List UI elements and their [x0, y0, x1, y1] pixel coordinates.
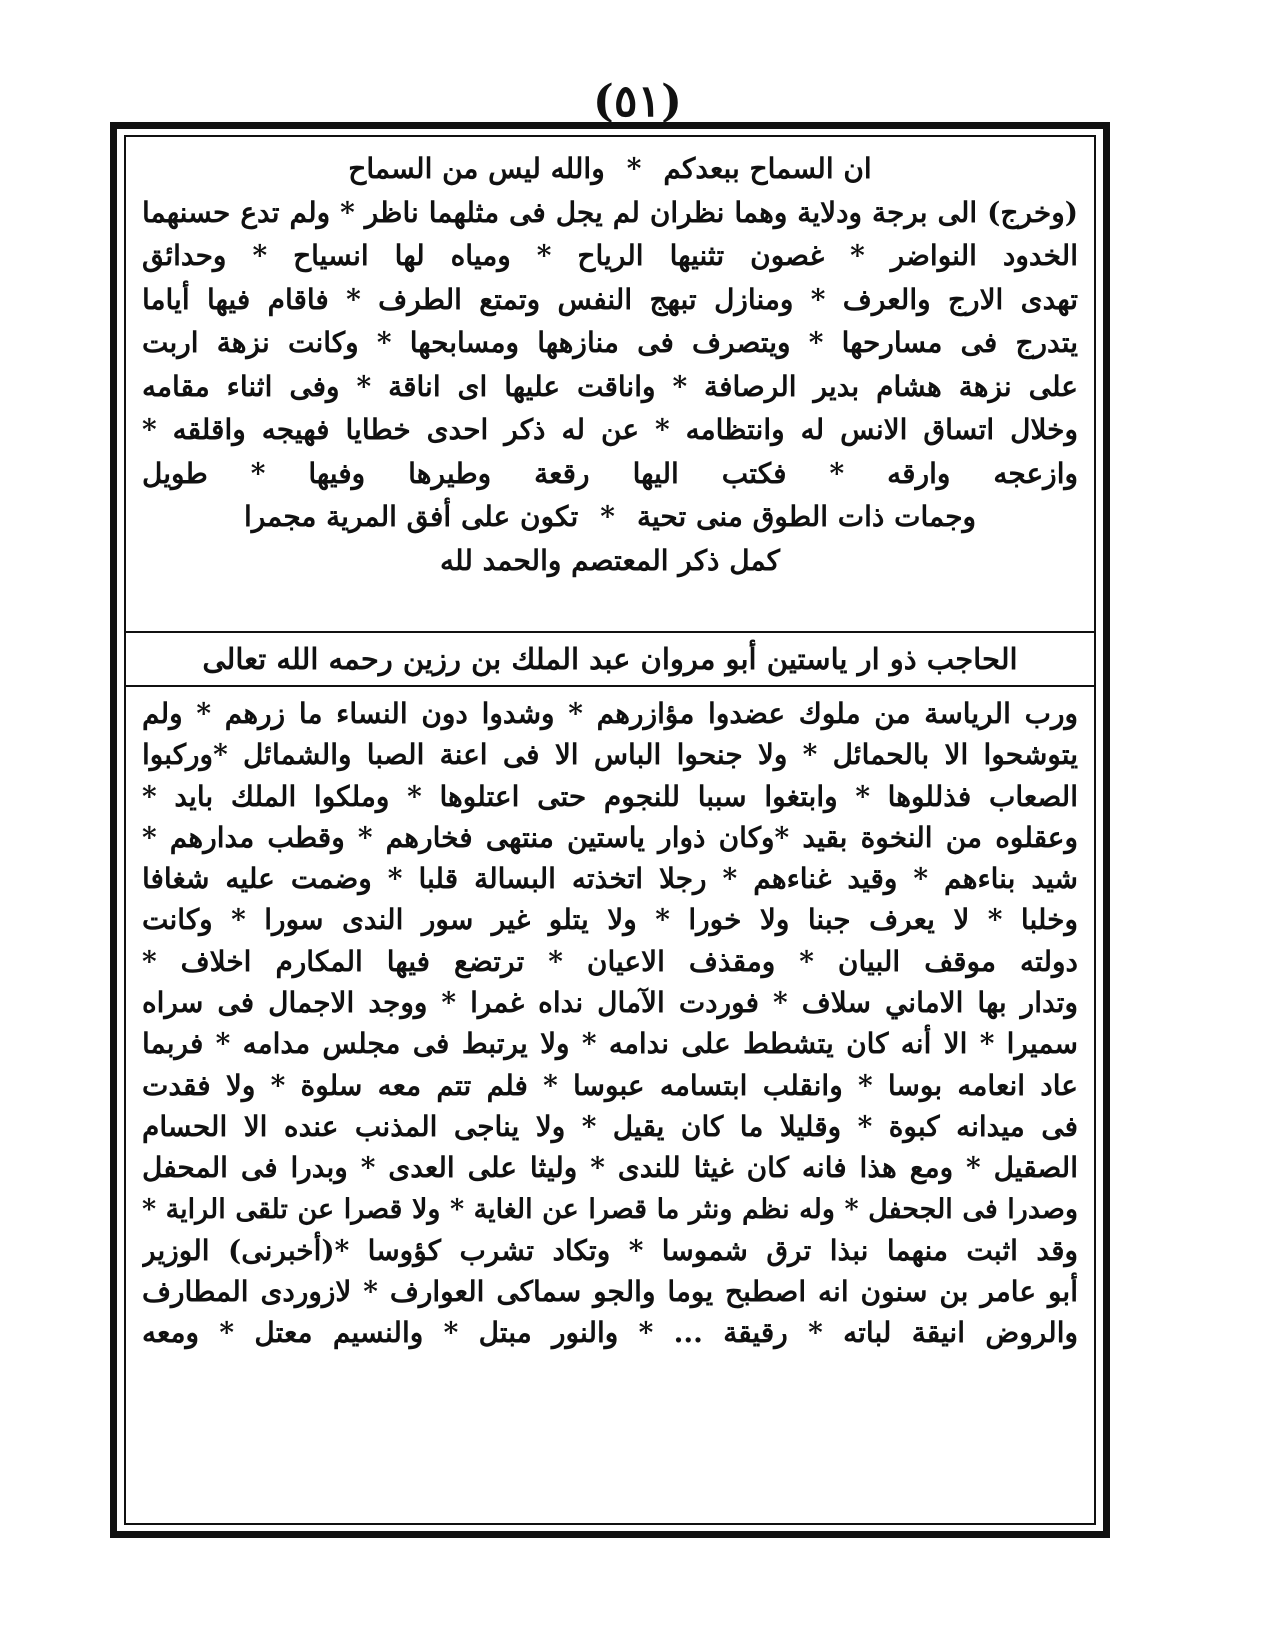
text-line: وعقلوه من النخوة بقيد *وكان ذوار ياستين منتهى فخارهم * وقطب مدارهم * — [142, 820, 1078, 854]
text-line: وقد اثبت منهما نبذا ترق شموسا * وتكاد تشرب كؤوسا *(أخبرنى) الوزير — [142, 1233, 1078, 1267]
text-line: يتوشحوا الا بالحمائل * ولا جنحوا الباس الا فى اعنة الصبا والشمائل *وركبوا — [142, 738, 1078, 772]
opening-verse-line — [142, 147, 1078, 191]
text-line: عاد انعامه بوسا * وانقلب ابتسامه عبوسا * فلم تتم معه سلوة * ولا فقدت — [142, 1068, 1078, 1102]
verse-first-hemistich: وجمات ذات الطوق منى تحية — [636, 500, 977, 533]
text-line: وازعجه وارقه * فكتب اليها رقعة وطيرها وفيها * طويل — [142, 456, 1078, 490]
verse-second-hemistich: تكون على أفق المرية مجمرا — [243, 500, 579, 533]
verse-second-hemistich: والله ليس من السماح — [348, 152, 605, 185]
text-line: الصعاب فذللوها * وابتغوا سببا للنجوم حتى اعتلوها * وملكوا الملك بايد * — [142, 779, 1078, 813]
page-number: (٥١) — [593, 76, 682, 127]
verse-line — [142, 495, 1078, 539]
text-line: وصدرا فى الجحفل * وله نظم ونثر ما قصرا عن الغاية * ولا قصرا عن تلقى الراية * — [142, 1193, 1078, 1225]
text-line: سميرا * الا أنه كان يتشطط على ندامه * ولا يرتبط فى مجلس مدامه * فربما — [142, 1027, 1078, 1061]
top-text-section — [126, 137, 1094, 631]
text-line: شيد بناءهم * وقيد غناءهم * رجلا اتخذته البسالة قلبا * وضمت عليه شغافا — [142, 862, 1078, 896]
text-line: دولته موقف البيان * ومقذف الاعيان * ترتضع فيها المكارم اخلاف * — [142, 944, 1078, 978]
text-line: على نزهة هشام بدير الرصافة * واناقت عليها اى اناقة * وفى اثناء مقامه — [142, 369, 1078, 403]
verse-separator: * — [600, 500, 615, 533]
text-line: الخدود النواضر * غصون تثنيها الرياح * ومياه لها انسياح * وحدائق — [142, 239, 1078, 272]
text-line: وخلبا * لا يعرف جبنا ولا خورا * ولا يتلو غير سور الندى سورا * وكانت — [142, 903, 1078, 937]
text-line: أبو عامر بن سنون انه اصطبح يوما والجو سماكى العوارف * لازوردى المطارف — [142, 1275, 1078, 1309]
text-line: وتدار بها الاماني سلاف * فوردت الآمال نداه غمرا * ووجد الاجمال فى سراه — [142, 986, 1078, 1020]
closing-line: كمل ذكر المعتصم والحمد لله — [440, 543, 780, 577]
bottom-text-section — [126, 687, 1094, 1523]
verse-first-hemistich: ان السماح ببعدكم — [663, 152, 872, 185]
text-line: ورب الرياسة من ملوك عضدوا مؤازرهم * وشدوا دون النساء ما زرهم * ولم — [142, 697, 1078, 730]
section-heading: الحاجب ذو ار ياستين أبو مروان عبد الملك بن رزين رحمه الله تعالى — [126, 631, 1094, 687]
verse-separator: * — [626, 152, 642, 185]
text-line: تهدى الارج والعرف * ومنازل تبهج النفس وتمتع الطرف * فاقام فيها أياما — [142, 282, 1078, 316]
text-line: وخلال اتساق الانس له وانتظامه * عن له ذكر احدى خطايا فهيجه واقلقه * — [142, 413, 1078, 446]
page-frame-inner — [124, 135, 1096, 1525]
page-frame — [110, 122, 1110, 1538]
text-line: والروض انيقة لباته * رقيقة ... * والنور مبتل * والنسيم معتل * ومعه — [142, 1316, 1078, 1350]
text-line: (وخرج) الى برجة ودلاية وهما نظران لم يجل فى مثلهما ناظر * ولم تدع حسنهما — [142, 195, 1078, 229]
text-line: فى ميدانه كبوة * وقليلا ما كان يقيل * ولا يناجى المذنب عنده الا الحسام — [142, 1109, 1078, 1143]
text-line: يتدرج فى مسارحها * ويتصرف فى منازهها ومسابحها * وكانت نزهة اربت — [142, 326, 1078, 359]
text-line: الصقيل * ومع هذا فانه كان غيثا للندى * وليثا على العدى * وبدرا فى المحفل — [142, 1151, 1078, 1185]
